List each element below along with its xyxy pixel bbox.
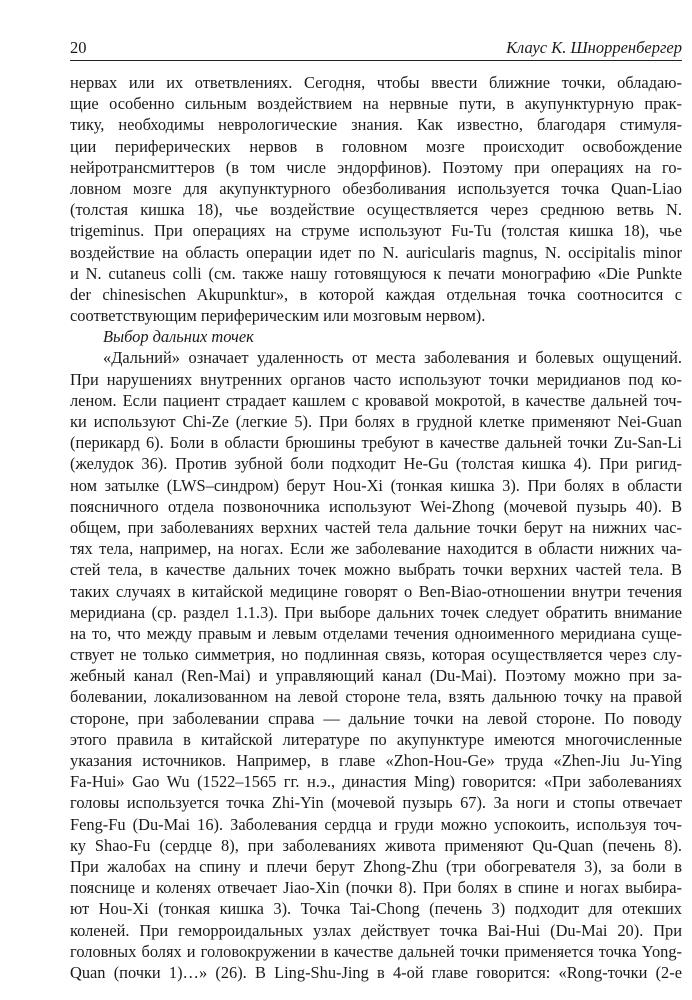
text-line: общем, при заболеваниях верхних частей тела дальние точки берут на нижних час- — [70, 517, 682, 537]
text-line: При нарушениях внутренних органов часто используют точки меридианов под ко- — [70, 369, 682, 389]
text-line: таких случаях в китайской медицине говорят о Ben-Biao-отношении внутри течения — [70, 581, 682, 601]
text-line: меридиана (ср. раздел 1.1.3). При выборе дальних точек следует обратить внимание — [70, 602, 682, 622]
section-heading: Выбор дальних точек — [103, 327, 254, 347]
text-line: нейротрансмиттеров (в том числе эндорфинов). Поэтому при операциях на го- — [70, 157, 682, 177]
text-line: ствует не только симметрия, но подлинная связь, которая осуществляется через слу- — [70, 645, 682, 665]
text-line: Fa-Hui» Gao Wu (1522–1565 гг. н.э., династия Ming) говорится: «При заболеваниях — [70, 772, 682, 792]
text-line: жебный канал (Ren-Mai) и управляющий канал (Du-Mai). Поэтому можно при за- — [70, 666, 682, 686]
text-line: стороне, при заболевании справа — дальние точки на левой стороне. По поводу — [70, 708, 682, 728]
text-line: ки используют Chi-Ze (легкие 5). При болях в грудной клетке применяют Nei-Guan — [70, 412, 682, 431]
text-line: der chinesischen Akupunktur», в которой каждая отдельная точка соотносится с — [70, 284, 682, 304]
text-line: стей тела, в качестве дальних точек можно выбрать точки верхних частей тела. В — [70, 560, 682, 580]
body-text — [70, 72, 682, 983]
text-line: указания источников. Например, в главе «Zhon-Hou-Ge» труда «Zhen-Jiu Ju-Ying — [70, 751, 682, 770]
text-line: Feng-Fu (Du-Mai 16). Заболевания сердца и груди можно успокоить, используя точ- — [70, 814, 682, 834]
text-line: коленей. При геморроидальных узлах действует точка Bai-Hui (Du-Mai 20). При — [70, 920, 682, 940]
text-line: болевании, локализованном на левой стороне тела, взять дальнюю точку на правой — [70, 687, 682, 707]
text-line: этого правила в китайской литературе по акупунктуре имеются многочисленные — [70, 729, 682, 749]
text-line: и N. cutaneus colli (см. также нашу готовящуюся к печати монографию «Die Punkte — [70, 263, 682, 283]
text-line: ку Shao-Fu (сердце 8), при заболеваниях живота применяют Qu-Quan (печень 8). — [70, 835, 682, 855]
text-line: При жалобах на спину и плечи берут Zhong-Zhu (три обогревателя 3), за боли в — [70, 856, 682, 876]
text-line: (перикард 6). Боли в области брюшины требуют в качестве дальней точки Zu-San-Li — [70, 433, 682, 453]
page-header — [70, 38, 682, 61]
text-line: ют Hou-Xi (тонкая кишка 3). Точка Tai-Chong (печень 3) подходит для отекших — [70, 899, 682, 919]
text-line: на то, что между правым и левым отделами течения одноименного меридиана суще- — [70, 623, 682, 643]
text-line: головы используется точка Zhi-Yin (мочевой пузырь 67). За ноги и стопы отвечает — [70, 793, 682, 813]
text-line: «Дальний» означает удаленность от места заболевания и болевых ощущений. — [103, 348, 682, 368]
text-line: Quan (почки 1)…» (26). В Ling-Shu-Jing в 4-ой главе говорится: «Rong-точки (2-е — [70, 962, 682, 982]
running-head: Клаус К. Шнорренбергер — [506, 38, 682, 57]
text-line: ном затылке (LWS–синдром) берут Hou-Xi (тонкая кишка 3). При болях в области — [70, 475, 682, 495]
paragraph-1 — [70, 72, 682, 326]
text-line: воздействие на область операции идет по N. auricularis magnus, N. occipitalis minor — [70, 242, 682, 262]
text-line: тику, необходимы неврологические знания. Как известно, благодаря стимуля- — [70, 115, 682, 135]
text-line: ловном мозге для акупунктурного обезболивания используется точка Quan-Liao — [70, 178, 682, 198]
text-line: (желудок 36). Против зубной боли подходит He-Gu (толстая кишка 4). При ригид- — [70, 454, 682, 474]
text-line: пояснице и коленях отвечает Jiao-Xin (почки 8). При болях в спине и ногах выбира- — [70, 878, 682, 898]
text-line: поясничного отдела позвоночника используют Wei-Zhong (мочевой пузырь 40). В — [70, 496, 682, 516]
text-line: (толстая кишка 18), чье воздействие осуществляется через среднюю ветвь N. — [70, 200, 682, 220]
text-line: нервах или их ответвлениях. Сегодня, чтобы ввести ближние точки, обладаю- — [70, 73, 682, 92]
text-line: trigeminus. При операциях на струме используют Fu-Tu (толстая кишка 18), чье — [70, 221, 682, 241]
text-line: леном. Если пациент страдает кашлем с кровавой мокротой, в качестве дальней точ- — [70, 390, 682, 410]
text-line: головных болях и головокружении в качестве дальней точки применяется точка Yong- — [70, 941, 682, 961]
paragraph-2 — [70, 347, 682, 983]
text-line: ции периферических нервов в головном мозге происходит освобождение — [70, 136, 682, 156]
page-number: 20 — [70, 38, 87, 57]
text-line: щие особенно сильным воздействием на нервные пути, в акупунктурную прак- — [70, 94, 682, 114]
text-line: соответствующим периферическим или мозговым нервом). — [70, 306, 486, 326]
text-line: тях тела, например, на ногах. Если же заболевание находится в области нижних ча- — [70, 539, 682, 559]
